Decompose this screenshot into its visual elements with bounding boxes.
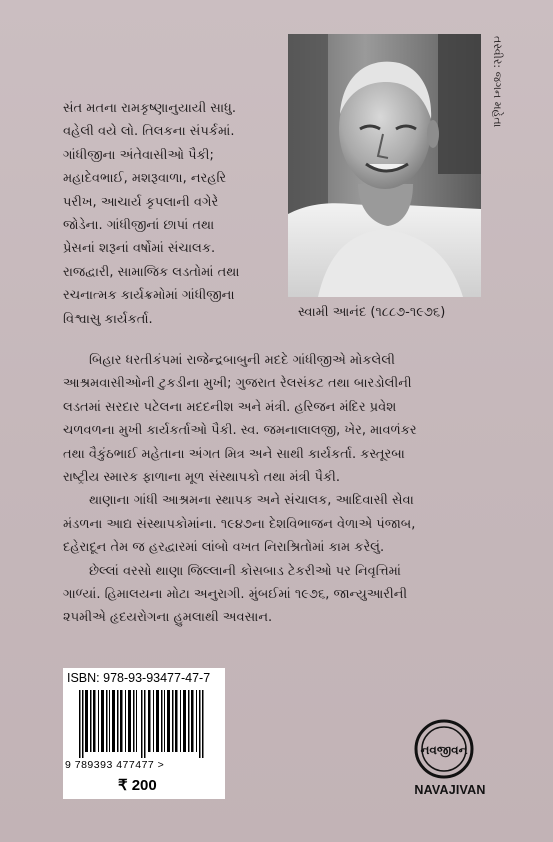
text-line: પ્રેસનાં શરૂનાં વર્ષોમાં સંચાલક. (63, 241, 216, 257)
text-line: લડતમાં સરદાર પટેલના મદદનીશ અને મંત્રી. હરિજન મંદિર પ્રવેશ (63, 399, 397, 415)
portrait-photo (288, 34, 481, 297)
barcode-digits: 9 789393 477477 > (65, 759, 165, 771)
text-line: રાજદ્વારી, સામાજિક લડતોમાં તથા (63, 264, 240, 280)
publisher-name: NAVAJIVAN (414, 783, 486, 797)
text-line: આશ્રમવાસીઓની ટુકડીના મુખી; ગુજરાત રેલસંકટ તથા બારડોલીની (63, 376, 412, 392)
text-line: ચળવળના મુખી કાર્યકર્તાઓ પૈકી. સ્વ. જમનાલાલજી, ખેર, માવળંકર (63, 423, 417, 439)
portrait-caption: સ્વામી આનંદ (૧૮૮૭-૧૯૭૬) (298, 305, 446, 320)
photo-credit: તસ્વીર: જગન મહેતા (491, 36, 504, 128)
price: ₹ 200 (118, 777, 157, 794)
publisher-logo-text: નવજીવન (420, 743, 468, 757)
text-line: થાણાના ગાંધી આશ્રમના સ્થાપક અને સંચાલક, આદિવાસી સેવા (89, 493, 414, 509)
biography-text (63, 349, 503, 630)
text-line: તથા વૈકુંઠભાઈ મહેતાના અંગત મિત્ર અને સાથી કાર્યકર્તા. કસ્તૂરબા (63, 446, 405, 462)
text-line: જોડેના. ગાંધીજીનાં છાપાં તથા (63, 218, 215, 234)
isbn-label: ISBN: 978-93-93477-47-7 (67, 671, 211, 685)
barcode-panel (63, 668, 225, 799)
text-line: રચનાત્મક કાર્યક્રમોમાં ગાંધીજીના (63, 288, 235, 304)
text-line: મંડળના આદ્ય સંસ્થાપકોમાંના. ૧૯૪૭ના દેશવિભાજન વેળાએ પંજાબ, (63, 516, 416, 532)
publisher-logo (414, 719, 474, 779)
intro-text (63, 97, 285, 331)
text-line: મહાદેવભાઈ, મશરૂવાળા, નરહરિ (63, 171, 227, 187)
text-line: સંત મતના રામકૃષ્ણાનુયાયી સાધુ. (63, 101, 236, 116)
text-line: છેલ્લાં વરસો થાણા જિલ્લાની કોસબાડ ટેકરીઓ પર નિવૃત્તિમાં (89, 563, 401, 579)
text-line: પરીખ, આચાર્ય કૃપલાની વગેરે (63, 194, 219, 210)
text-line: બિહાર ધરતીકંપમાં રાજેન્દ્રબાબુની મદદે ગાંધીજીએ મોકલેલી (89, 353, 395, 368)
text-line: વિશ્વાસુ કાર્યકર્તા. (63, 311, 153, 327)
text-line: ગાંધીજીના અંતેવાસીઓ પૈકી; (63, 147, 214, 163)
text-line: ગાળ્યાં. હિમાલયના મોટા અનુરાગી. મુંબઈમાં ૧૯૭૬, જાન્યુઆરીની (63, 587, 408, 603)
text-line: ૨૫મીએ હૃદયરોગના હુમલાથી અવસાન. (63, 610, 273, 626)
text-line: દહેરાદૂન તેમ જ હરદ્વારમાં લાંબો વખત નિરાશ્રિતોમાં કામ કરેલું. (63, 540, 385, 556)
text-line: રાષ્ટ્રીય સ્મારક ફાળાના મૂળ સંસ્થાપકો તથા મંત્રી પૈકી. (63, 470, 340, 486)
barcode (79, 690, 209, 758)
text-line: વહેલી વયે લો. તિલકના સંપર્કમાં. (63, 124, 235, 140)
